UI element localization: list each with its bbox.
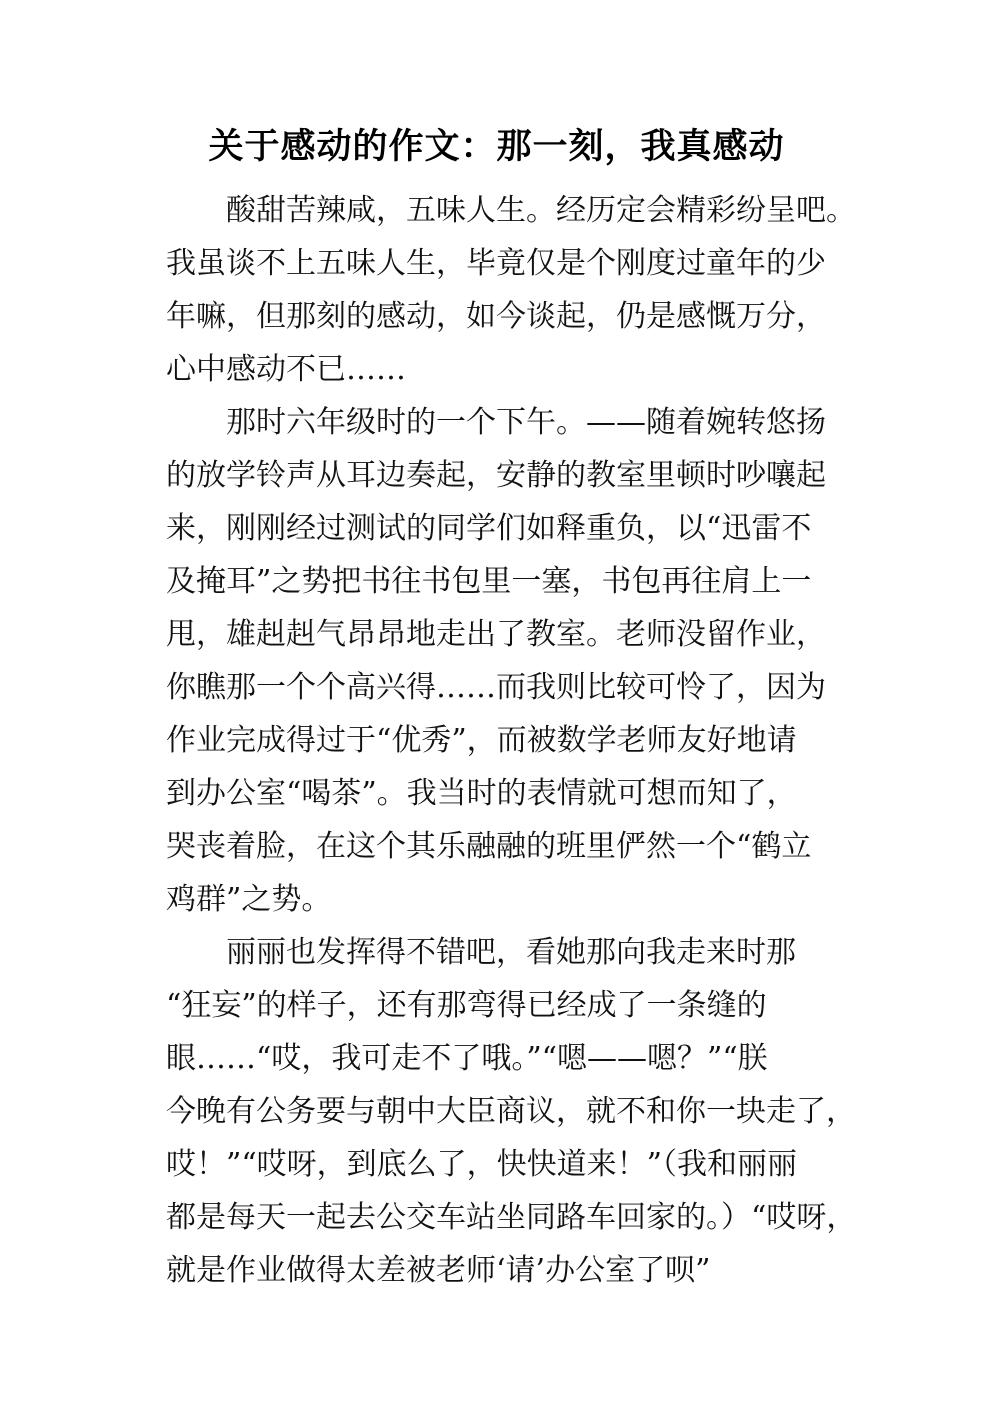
text-line: 那时六年级时的一个下午。——随着婉转悠扬 xyxy=(166,405,826,440)
text-line: 今晚有公务要与朝中大臣商议，就不和你一块走了， xyxy=(166,1094,856,1129)
text-line: 眼……“哎，我可走不了哦。”“嗯——嗯？”“朕 xyxy=(166,1041,768,1076)
text-line: 你瞧那一个个高兴得……而我则比较可怜了，因为 xyxy=(166,670,826,705)
text-line: 作业完成得过于“优秀”，而被数学老师友好地请 xyxy=(166,723,797,758)
text-line: 哭丧着脸，在这个其乐融融的班里俨然一个“鹤立 xyxy=(166,829,812,864)
page-title: 关于感动的作文：那一刻，我真感动 xyxy=(208,127,785,167)
text-line: 甩，雄赳赳气昂昂地走出了教室。老师没留作业， xyxy=(166,617,826,652)
text-line: 的放学铃声从耳边奏起，安静的教室里顿时吵嚷起 xyxy=(166,458,826,493)
text-line: 都是每天一起去公交车站坐同路车回家的。）“哎呀， xyxy=(166,1200,857,1235)
text-line: “狂妄”的样子，还有那弯得已经成了一条缝的 xyxy=(166,988,767,1023)
text-line: 来，刚刚经过测试的同学们如释重负，以“迅雷不 xyxy=(166,511,812,546)
text-line: 鸡群”之势。 xyxy=(166,882,332,917)
text-line: 丽丽也发挥得不错吧，看她那向我走来时那 xyxy=(166,935,796,970)
text-line: 哎！”“哎呀，到底么了，快快道来！”（我和丽丽 xyxy=(166,1147,798,1182)
text-line: 及掩耳”之势把书往书包里一塞，书包再往肩上一 xyxy=(166,564,812,599)
text-line: 心中感动不已…… xyxy=(166,352,406,387)
text-line: 年嘛，但那刻的感动，如今谈起，仍是感慨万分， xyxy=(166,299,826,334)
text-line: 到办公室“喝茶”。我当时的表情就可想而知了， xyxy=(166,776,797,811)
text-line: 就是作业做得太差被老师‘请’办公室了呗” xyxy=(166,1253,711,1288)
text-line: 我虽谈不上五味人生，毕竟仅是个刚度过童年的少 xyxy=(166,246,826,281)
essay-body xyxy=(166,184,857,1297)
text-line: 酸甜苦辣咸，五味人生。经历定会精彩纷呈吧。 xyxy=(166,193,856,228)
